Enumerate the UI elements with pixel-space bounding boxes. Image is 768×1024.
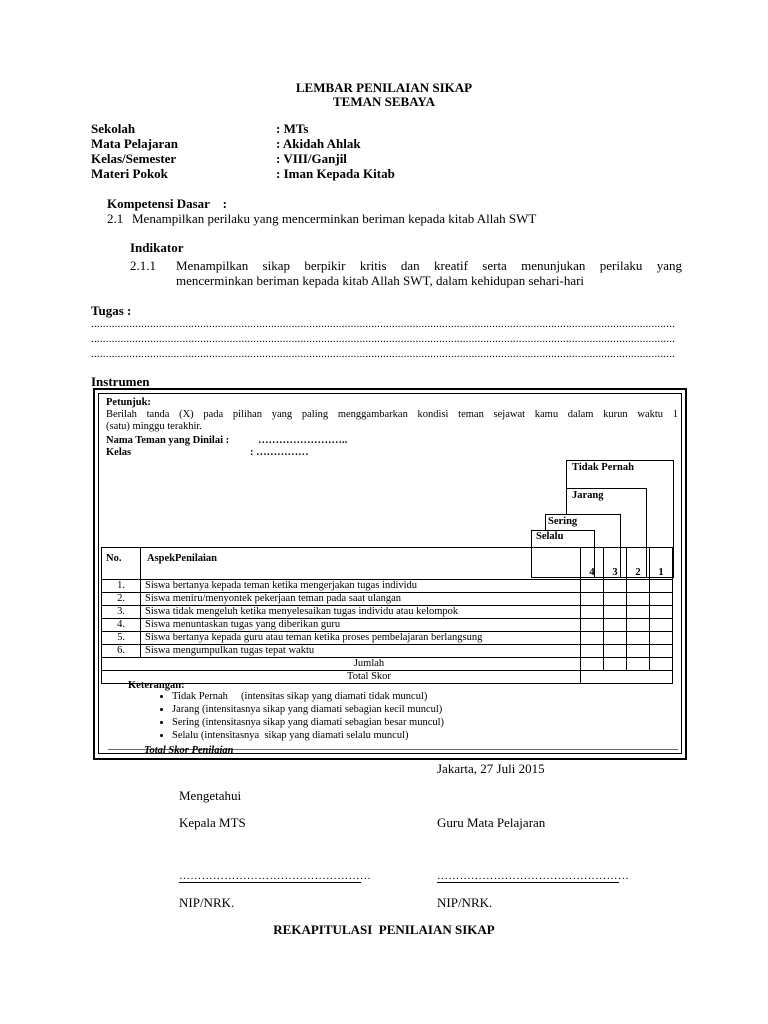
left-signature-line: …………………………………………… bbox=[179, 870, 372, 882]
row-no: 1. bbox=[102, 580, 141, 593]
document-title-line2: TEMAN SEBAYA bbox=[333, 94, 435, 109]
row-aspek: Siswa bertanya kepada guru atau teman ketika proses pembelajaran berlangsung bbox=[141, 632, 581, 645]
place-date: Jakarta, 27 Juli 2015 bbox=[437, 761, 545, 776]
score-cell[interactable] bbox=[627, 645, 650, 658]
petunjuk-line1: Berilah tanda (X) pada pilihan yang paling menggambarkan kondisi teman sejawat kamu dalam kurun waktu 1 bbox=[106, 409, 678, 420]
left-nip: NIP/NRK. bbox=[179, 895, 235, 910]
list-item: • Sering (intensitasnya sikap yang diamati sebagian besar muncul) bbox=[172, 716, 444, 729]
table-row bbox=[102, 593, 673, 606]
score-cell[interactable] bbox=[581, 606, 604, 619]
table-row bbox=[102, 606, 673, 619]
right-signature-line: …………………………………………… bbox=[437, 870, 630, 882]
row-no: 2. bbox=[102, 593, 141, 606]
score-cell[interactable] bbox=[650, 645, 673, 658]
score-cell[interactable] bbox=[627, 632, 650, 645]
header-score-1: 1 bbox=[650, 548, 673, 580]
label-kelas-semester: Kelas/Semester bbox=[91, 151, 177, 166]
score-cell[interactable] bbox=[581, 619, 604, 632]
total-skor-label: Total Skor bbox=[102, 671, 581, 684]
guru-label: Guru Mata Pelajaran bbox=[437, 815, 546, 830]
score-cell[interactable] bbox=[581, 593, 604, 606]
tugas-dotted-line-2: ...................................................................................................................................................................................................... bbox=[91, 333, 676, 345]
indikator-number: 2.1.1 bbox=[130, 258, 156, 273]
keterangan-list bbox=[154, 690, 444, 742]
score-cell[interactable] bbox=[627, 658, 650, 671]
kelas-dots: : …………… bbox=[250, 447, 309, 458]
scale-selalu-label: Selalu bbox=[536, 531, 564, 542]
indikator-line1: Menampilkan sikap berpikir kritis dan kreatif serta menunjukan perilaku yang bbox=[176, 258, 682, 273]
assessment-table bbox=[101, 547, 673, 684]
row-no: 6. bbox=[102, 645, 141, 658]
table-row bbox=[102, 619, 673, 632]
nama-teman-dots: …………………….. bbox=[258, 435, 348, 446]
score-cell[interactable] bbox=[604, 593, 627, 606]
table-row bbox=[102, 632, 673, 645]
scale-jarang-label: Jarang bbox=[572, 490, 604, 501]
value-sekolah: : MTs bbox=[276, 121, 309, 136]
score-cell[interactable] bbox=[581, 632, 604, 645]
score-cell[interactable] bbox=[604, 580, 627, 593]
jumlah-label: Jumlah bbox=[102, 658, 581, 671]
score-cell[interactable] bbox=[650, 619, 673, 632]
list-item: • Tidak Pernah (intensitas sikap yang diamati tidak muncul) bbox=[172, 690, 444, 703]
scale-tidak-pernah-label: Tidak Pernah bbox=[572, 462, 634, 473]
cutoff-total-skor-penilaian: Total Skor Penilaian bbox=[144, 745, 234, 756]
mengetahui-label: Mengetahui bbox=[179, 788, 242, 803]
petunjuk-label: Petunjuk: bbox=[106, 397, 151, 408]
row-aspek: Siswa tidak mengeluh ketika menyelesaikan tugas individu atau kelompok bbox=[141, 606, 581, 619]
score-cell[interactable] bbox=[581, 645, 604, 658]
value-mata-pelajaran: : Akidah Ahlak bbox=[276, 136, 361, 151]
nama-teman-label: Nama Teman yang Dinilai : bbox=[106, 435, 230, 446]
value-materi-pokok: : Iman Kepada Kitab bbox=[276, 166, 395, 181]
scale-sering-label: Sering bbox=[548, 516, 578, 527]
kelas-label: Kelas bbox=[106, 447, 132, 458]
row-aspek: Siswa meniru/menyontek pekerjaan teman pada saat ulangan bbox=[141, 593, 581, 606]
petunjuk-line2: (satu) minggu terakhir. bbox=[106, 421, 202, 432]
label-materi-pokok: Materi Pokok bbox=[91, 166, 168, 181]
document-title-line1: LEMBAR PENILAIAN SIKAP bbox=[295, 80, 473, 95]
row-no: 4. bbox=[102, 619, 141, 632]
score-cell[interactable] bbox=[650, 658, 673, 671]
value-kelas-semester: : VIII/Ganjil bbox=[276, 151, 347, 166]
right-nip: NIP/NRK. bbox=[437, 895, 493, 910]
jumlah-row bbox=[102, 658, 673, 671]
tugas-dotted-line-3: ...................................................................................................................................................................................................... bbox=[91, 348, 676, 360]
indikator-heading: Indikator bbox=[130, 240, 184, 255]
list-item: • Selalu (intensitasnya sikap yang diamati selalu muncul) bbox=[172, 729, 444, 742]
list-item: • Jarang (intensitasnya sikap yang diamati sebagian kecil muncul) bbox=[172, 703, 444, 716]
score-cell[interactable] bbox=[650, 606, 673, 619]
score-cell[interactable] bbox=[627, 580, 650, 593]
kd-text: Menampilkan perilaku yang mencerminkan beriman kepada kitab Allah SWT bbox=[132, 211, 537, 226]
score-cell[interactable] bbox=[604, 632, 627, 645]
table-header-row bbox=[102, 548, 673, 580]
total-skor-cell[interactable] bbox=[581, 671, 673, 684]
header-score-4: 4 bbox=[581, 548, 604, 580]
row-aspek: Siswa mengumpulkan tugas tepat waktu bbox=[141, 645, 581, 658]
cutoff-row bbox=[140, 745, 700, 758]
header-score-3: 3 bbox=[604, 548, 627, 580]
score-cell[interactable] bbox=[650, 632, 673, 645]
label-sekolah: Sekolah bbox=[91, 121, 136, 136]
kd-number: 2.1 bbox=[107, 211, 124, 226]
score-cell[interactable] bbox=[650, 580, 673, 593]
row-no: 3. bbox=[102, 606, 141, 619]
header-score-2: 2 bbox=[627, 548, 650, 580]
table-row bbox=[102, 645, 673, 658]
instrumen-label: Instrumen bbox=[91, 374, 150, 389]
tugas-dotted-line-1: ...................................................................................................................................................................................................... bbox=[91, 318, 676, 330]
row-aspek: Siswa menuntaskan tugas yang diberikan guru bbox=[141, 619, 581, 632]
score-cell[interactable] bbox=[627, 619, 650, 632]
score-cell[interactable] bbox=[627, 606, 650, 619]
table-row bbox=[102, 580, 673, 593]
header-aspek: AspekPenilaian bbox=[141, 548, 581, 580]
header-no: No. bbox=[102, 548, 141, 580]
label-mata-pelajaran: Mata Pelajaran bbox=[91, 136, 179, 151]
score-cell[interactable] bbox=[581, 658, 604, 671]
total-skor-row bbox=[102, 671, 673, 684]
keterangan-label: Keterangan: bbox=[128, 680, 185, 691]
score-cell[interactable] bbox=[627, 593, 650, 606]
score-cell[interactable] bbox=[604, 606, 627, 619]
row-no: 5. bbox=[102, 632, 141, 645]
score-cell[interactable] bbox=[604, 619, 627, 632]
kepala-mts-label: Kepala MTS bbox=[179, 815, 246, 830]
score-cell[interactable] bbox=[604, 658, 627, 671]
rekapitulasi-title: REKAPITULASI PENILAIAN SIKAP bbox=[273, 922, 495, 937]
row-aspek: Siswa bertanya kepada teman ketika mengerjakan tugas individu bbox=[141, 580, 581, 593]
indikator-line2: mencerminkan beriman kepada kitab Allah SWT, dalam kehidupan sehari-hari bbox=[176, 273, 585, 288]
score-cell[interactable] bbox=[581, 580, 604, 593]
kd-heading: Kompetensi Dasar : bbox=[107, 196, 228, 211]
score-cell[interactable] bbox=[650, 593, 673, 606]
score-cell[interactable] bbox=[604, 645, 627, 658]
tugas-label: Tugas : bbox=[91, 303, 132, 318]
